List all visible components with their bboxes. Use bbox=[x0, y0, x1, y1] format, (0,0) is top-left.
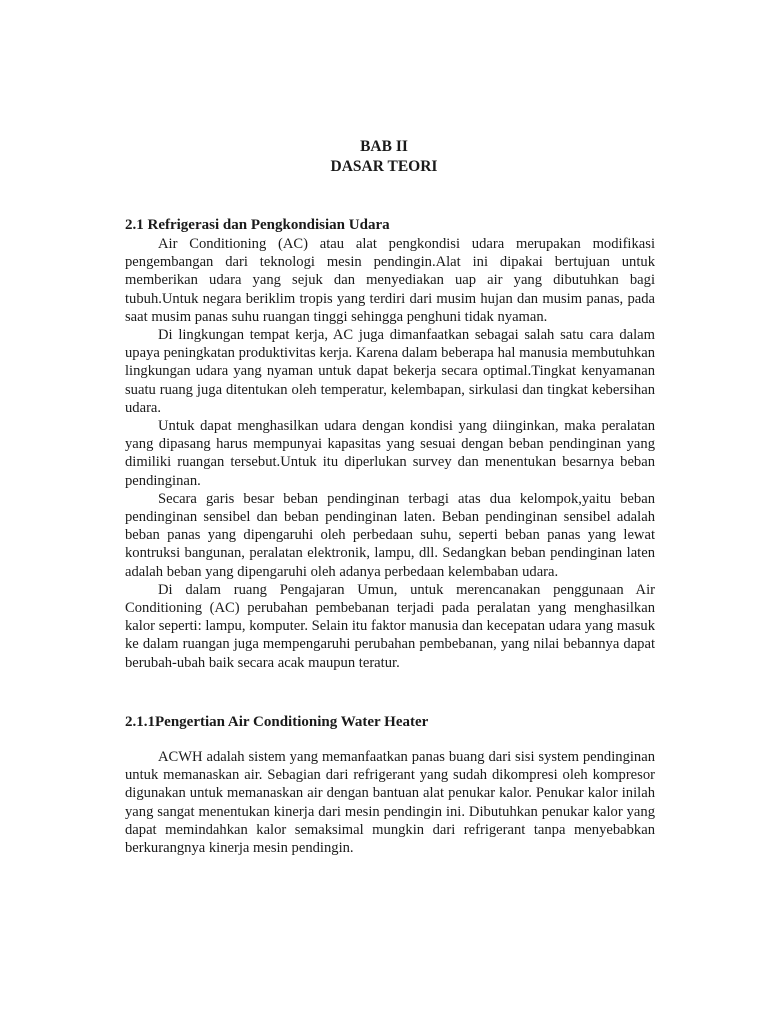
paragraph: Untuk dapat menghasilkan udara dengan kondisi yang diinginkan, maka peralatan yang dipasang harus mempunyai kapasitas yang sesuai dengan beban pendinginan yang dimiliki ruangan tersebut.Untuk itu diperlukan survey dan menentukan besarnya beban pendinginan. bbox=[125, 418, 655, 489]
section-acwh bbox=[125, 748, 655, 857]
chapter-heading bbox=[0, 137, 768, 177]
section-heading: 2.1 Refrigerasi dan Pengkondisian Udara bbox=[125, 217, 390, 233]
paragraph: Secara garis besar beban pendinginan terbagi atas dua kelompok,yaitu beban pendinginan sensibel dan beban pendinginan laten. Beban pendinginan sensibel adalah beban panas yang dipengaruhi oleh perbedaan suhu, seperti beban panas yang lewat kontruksi bangunan, peralatan elektronik, lampu, dll. Sedangkan beban pendinginan laten adalah beban yang dipengaruhi oleh adanya perbedaan kelembaban udara. bbox=[125, 490, 655, 580]
chapter-title: DASAR TEORI bbox=[330, 158, 438, 175]
paragraph: Di dalam ruang Pengajaran Umun, untuk merencanakan penggunaan Air Conditioning (AC) perubahan pembebanan terjadi pada peralatan yang menghasilkan kalor seperti: lampu, komputer. Selain itu faktor manusia dan kecepatan udara yang masuk ke dalam ruangan juga mempengaruhi perubahan pembebanan, yang nilai bebannya dapat berubah-ubah baik secara acak maupun teratur. bbox=[125, 581, 655, 671]
paragraph: Di lingkungan tempat kerja, AC juga dimanfaatkan sebagai salah satu cara dalam upaya peningkatan produktivitas kerja. Karena dalam beberapa hal manusia membutuhkan lingkungan udara yang nyaman untuk dapat bekerja secara optimal.Tingkat kenyamanan suatu ruang juga ditentukan oleh temperatur, kelembapan, sirkulasi dan tingkat kebersihan udara. bbox=[125, 327, 655, 416]
chapter-label: BAB II bbox=[360, 138, 408, 155]
section-refrigerasi bbox=[125, 216, 655, 672]
subsection-heading: 2.1.1Pengertian Air Conditioning Water Heater bbox=[125, 714, 429, 730]
paragraph: Air Conditioning (AC) atau alat pengkondisi udara merupakan modifikasi pengembangan dari teknologi mesin pendingin.Alat ini dipakai bertujuan untuk memberikan udara yang sejuk dan menyediakan uap air yang dibutuhkan bagi tubuh.Untuk negara beriklim tropis yang terdiri dari musim hujan dan musim panas, pada saat musim panas suhu ruangan tinggi sehingga penghuni tidak nyaman. bbox=[125, 236, 655, 325]
paragraph: ACWH adalah sistem yang memanfaatkan panas buang dari sisi system pendinginan untuk memanaskan air. Sebagian dari refrigerant yang sudah dikompresi oleh kompresor digunakan untuk memanaskan air dengan bantuan alat penukar kalor. Penukar kalor inilah yang sangat menentukan kinerja dari mesin pendingin ini. Dibutuhkan penukar kalor yang dapat memindahkan kalor semaksimal mungkin dari refrigerant tanpa menyebabkan berkurangnya kinerja mesin pendingin. bbox=[125, 749, 655, 857]
